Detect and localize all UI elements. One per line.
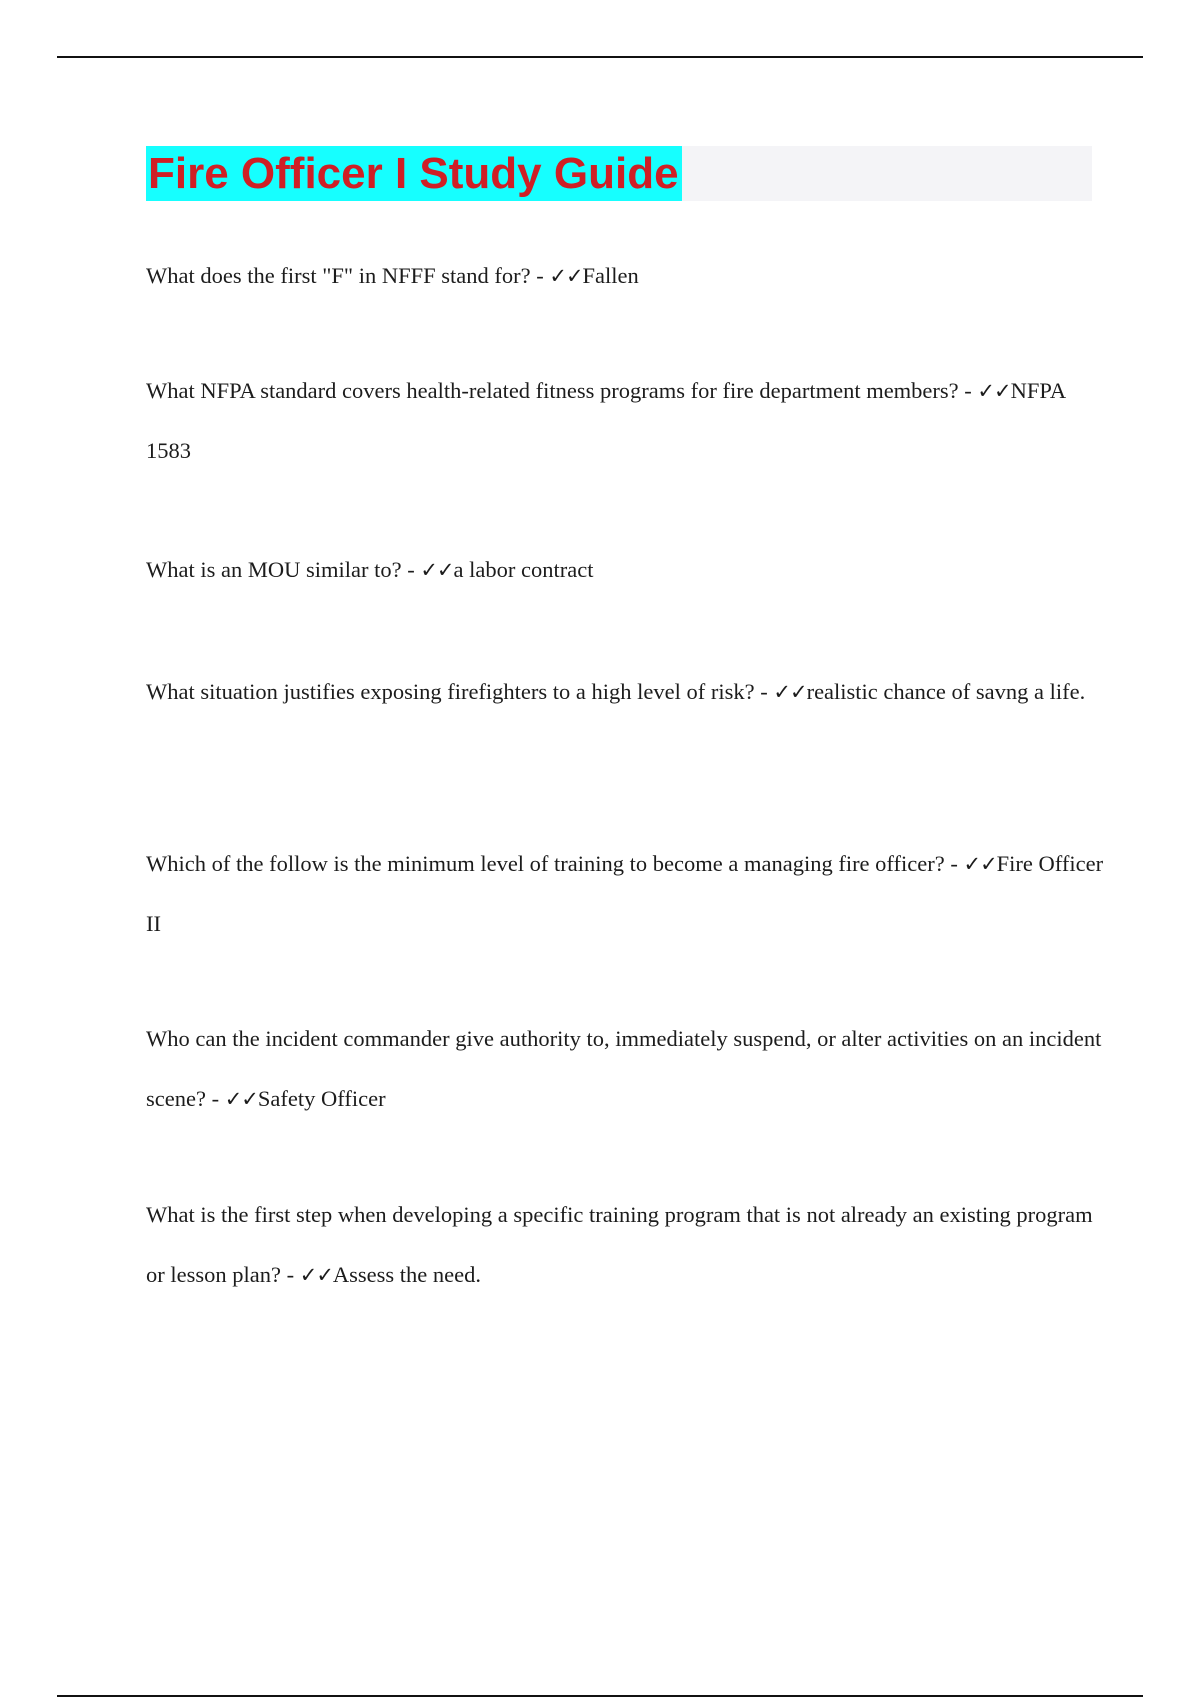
check-icon: ✓✓ — [549, 264, 583, 288]
header-rule — [57, 56, 1143, 58]
qa-item — [146, 1009, 1106, 1129]
question-text: What is the first step when developing a specific training program that is not already an existing program or lesson plan? — [146, 1202, 1093, 1287]
qa-item — [146, 662, 1106, 722]
separator: - — [401, 557, 421, 582]
document-title: Fire Officer I Study Guide — [146, 146, 682, 201]
check-icon: ✓✓ — [224, 1087, 258, 1111]
answer-text: Assess the need. — [332, 1262, 482, 1287]
separator: - — [944, 851, 964, 876]
check-icon: ✓✓ — [420, 558, 454, 582]
separator: - — [530, 263, 550, 288]
question-text: Who can the incident commander give authority to, immediately suspend, or alter activities on an incident scene? — [146, 1026, 1102, 1111]
separator: - — [205, 1086, 225, 1111]
question-text: What is an MOU similar to? — [146, 557, 402, 582]
check-icon: ✓✓ — [299, 1263, 333, 1287]
question-text: What NFPA standard covers health-related fitness programs for fire department members? — [146, 378, 959, 403]
question-text: Which of the follow is the minimum level of training to become a managing fire officer? — [146, 851, 945, 876]
answer-text: NFPA 1583 — [146, 378, 1065, 463]
question-text: What does the first "F" in NFFF stand for? — [146, 263, 531, 288]
qa-item — [146, 540, 1106, 600]
check-icon: ✓✓ — [963, 852, 997, 876]
footer-rule — [57, 1695, 1143, 1697]
qa-item — [146, 834, 1106, 954]
answer-text: Safety Officer — [257, 1086, 386, 1111]
check-icon: ✓✓ — [977, 379, 1011, 403]
qa-item — [146, 246, 1106, 306]
separator: - — [754, 679, 774, 704]
answer-text: realistic chance of savng a life. — [806, 679, 1086, 704]
question-text: What situation justifies exposing firefighters to a high level of risk? — [146, 679, 755, 704]
separator: - — [280, 1262, 300, 1287]
qa-item — [146, 1185, 1106, 1305]
answer-text: Fallen — [582, 263, 639, 288]
check-icon: ✓✓ — [773, 680, 807, 704]
answer-text: Fire Officer II — [146, 851, 1104, 936]
separator: - — [958, 378, 978, 403]
qa-item — [146, 361, 1106, 481]
answer-text: a labor contract — [453, 557, 594, 582]
